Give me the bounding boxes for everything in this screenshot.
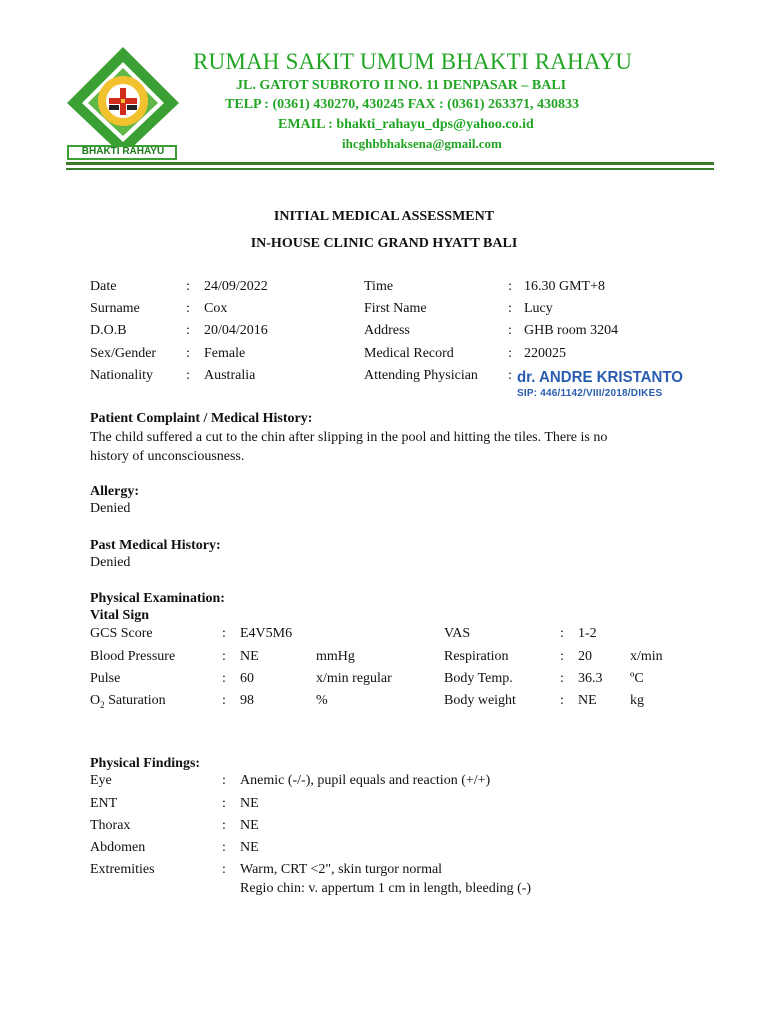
gcs-value: E4V5M6 bbox=[240, 626, 293, 641]
colon: : bbox=[186, 346, 190, 361]
respiration-label: Respiration bbox=[444, 649, 509, 664]
colon: : bbox=[560, 649, 564, 664]
logo-text: BHAKTI RAHAYU bbox=[81, 146, 165, 157]
gcs-label: GCS Score bbox=[90, 626, 153, 641]
document-subtitle: IN-HOUSE CLINIC GRAND HYATT BALI bbox=[250, 236, 518, 251]
document-title: INITIAL MEDICAL ASSESSMENT bbox=[273, 209, 495, 224]
physician-stamp bbox=[517, 369, 687, 409]
dob-label: D.O.B bbox=[90, 323, 127, 338]
address-label: Address bbox=[364, 323, 410, 338]
colon: : bbox=[560, 626, 564, 641]
bp-unit: mmHg bbox=[316, 649, 355, 664]
colon: : bbox=[186, 279, 190, 294]
colon: : bbox=[508, 346, 512, 361]
colon: : bbox=[222, 693, 226, 708]
thorax-value: NE bbox=[240, 818, 259, 833]
o2-label-rest: Saturation bbox=[104, 693, 166, 708]
colon: : bbox=[560, 693, 564, 708]
hospital-name: RUMAH SAKIT UMUM BHAKTI RAHAYU bbox=[193, 49, 633, 74]
abdomen-label: Abdomen bbox=[90, 840, 146, 855]
colon: : bbox=[508, 279, 512, 294]
complaint-text: The child suffered a cut to the chin after slipping in the pool and hitting the tiles. There is no bbox=[90, 430, 608, 445]
past-history-value: Denied bbox=[90, 555, 131, 570]
nationality-value: Australia bbox=[204, 368, 256, 383]
complaint-text-2: history of unconsciousness. bbox=[90, 449, 245, 464]
colon: : bbox=[222, 671, 226, 686]
allergy-value: Denied bbox=[90, 501, 131, 516]
past-history-heading: Past Medical History: bbox=[90, 538, 221, 553]
time-value: 16.30 GMT+8 bbox=[524, 279, 606, 294]
medical-record-value: 220025 bbox=[524, 346, 566, 361]
exam-heading: Physical Examination: bbox=[90, 591, 225, 606]
colon: : bbox=[222, 862, 226, 877]
findings-heading: Physical Findings: bbox=[90, 756, 201, 771]
extremities-value-2: Regio chin: v. appertum 1 cm in length, bleeding (-) bbox=[240, 881, 532, 896]
medical-record-label: Medical Record bbox=[364, 346, 454, 361]
hospital-phone: TELP : (0361) 430270, 430245 FAX : (0361) 263371, 430833 bbox=[225, 97, 579, 112]
colon: : bbox=[222, 773, 226, 788]
bp-value: NE bbox=[240, 649, 259, 664]
colon: : bbox=[222, 649, 226, 664]
header-rule-thick bbox=[66, 162, 714, 165]
nationality-label: Nationality bbox=[90, 368, 153, 383]
physician-stamp-sip: SIP: 446/1142/VIII/2018/DIKES bbox=[517, 388, 663, 399]
sex-label: Sex/Gender bbox=[90, 346, 157, 361]
date-label: Date bbox=[90, 279, 117, 294]
o2-label-sub: 2 bbox=[100, 699, 105, 710]
colon: : bbox=[186, 323, 190, 338]
o2-saturation-value: 98 bbox=[240, 693, 254, 708]
complaint-heading: Patient Complaint / Medical History: bbox=[90, 411, 313, 426]
time-label: Time bbox=[364, 279, 394, 294]
physician-label: Attending Physician bbox=[364, 368, 478, 383]
ent-label: ENT bbox=[90, 796, 118, 811]
dob-value: 20/04/2016 bbox=[204, 323, 268, 338]
colon: : bbox=[222, 626, 226, 641]
hospital-address: JL. GATOT SUBROTO II NO. 11 DENPASAR – BALI bbox=[236, 78, 567, 93]
colon: : bbox=[508, 323, 512, 338]
header-rule-thin bbox=[66, 168, 714, 170]
body-weight-value: NE bbox=[578, 693, 597, 708]
date-value: 24/09/2022 bbox=[204, 279, 268, 294]
surname-label: Surname bbox=[90, 301, 140, 316]
firstname-value: Lucy bbox=[524, 301, 553, 316]
o2-label-main: O bbox=[90, 693, 101, 708]
firstname-label: First Name bbox=[364, 301, 427, 316]
thorax-label: Thorax bbox=[90, 818, 131, 833]
hospital-logo bbox=[64, 44, 182, 162]
o2-saturation-label bbox=[90, 692, 166, 714]
eye-value: Anemic (-/-), pupil equals and reaction (+/+) bbox=[240, 773, 491, 788]
abdomen-value: NE bbox=[240, 840, 259, 855]
ent-value: NE bbox=[240, 796, 259, 811]
respiration-unit: x/min bbox=[630, 649, 663, 664]
body-weight-label: Body weight bbox=[444, 693, 516, 708]
bp-label: Blood Pressure bbox=[90, 649, 176, 664]
body-weight-unit: kg bbox=[630, 693, 644, 708]
colon: : bbox=[186, 301, 190, 316]
respiration-value: 20 bbox=[578, 649, 592, 664]
body-temp-label: Body Temp. bbox=[444, 671, 513, 686]
eye-label: Eye bbox=[90, 773, 112, 788]
extremities-label: Extremities bbox=[90, 862, 155, 877]
extremities-value: Warm, CRT <2", skin turgor normal bbox=[240, 862, 443, 877]
body-temp-unit: ºC bbox=[630, 671, 644, 686]
colon: : bbox=[508, 368, 512, 383]
hospital-email-2: ihcghbbhaksena@gmail.com bbox=[342, 136, 502, 151]
physician-stamp-name: dr. ANDRE KRISTANTO bbox=[517, 369, 684, 386]
pulse-label: Pulse bbox=[90, 671, 121, 686]
hospital-email: EMAIL : bhakti_rahayu_dps@yahoo.co.id bbox=[278, 117, 534, 132]
body-temp-value: 36.3 bbox=[578, 671, 603, 686]
surname-value: Cox bbox=[204, 301, 228, 316]
colon: : bbox=[186, 368, 190, 383]
sex-value: Female bbox=[204, 346, 246, 361]
colon: : bbox=[560, 671, 564, 686]
address-value: GHB room 3204 bbox=[524, 323, 619, 338]
vas-value: 1-2 bbox=[578, 626, 597, 641]
colon: : bbox=[222, 840, 226, 855]
allergy-heading: Allergy: bbox=[90, 484, 139, 499]
colon: : bbox=[222, 818, 226, 833]
vital-sign-heading: Vital Sign bbox=[90, 608, 149, 623]
vas-label: VAS bbox=[444, 626, 471, 641]
o2-saturation-unit: % bbox=[316, 693, 328, 708]
colon: : bbox=[222, 796, 226, 811]
pulse-value: 60 bbox=[240, 671, 254, 686]
colon: : bbox=[508, 301, 512, 316]
pulse-unit: x/min regular bbox=[316, 671, 392, 686]
